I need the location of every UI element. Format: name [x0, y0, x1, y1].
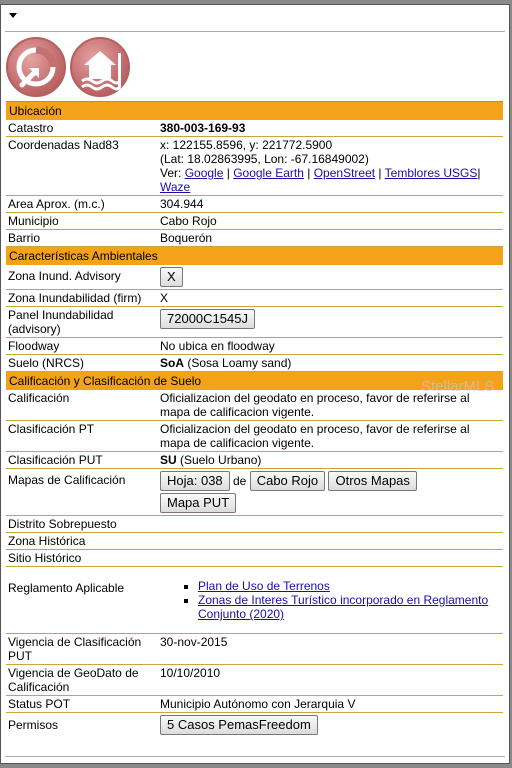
permisos-label: Permisos	[8, 718, 59, 732]
clasificacion-put-label: Clasificación PUT	[6, 452, 158, 469]
cabo-rojo-button[interactable]: Cabo Rojo	[250, 471, 325, 491]
bottom-bar	[5, 756, 505, 761]
vigencia-put-value: 30-nov-2015	[158, 634, 503, 665]
zona-historica-value	[158, 533, 503, 550]
mapas-label: Mapas de Calificación	[6, 469, 158, 516]
coords-label: Coordenadas Nad83	[6, 137, 158, 196]
watermark: StellarMLS	[421, 378, 495, 395]
share-location-icon[interactable]	[6, 37, 66, 97]
clasificacion-pt-label: Clasificación PT	[6, 421, 158, 452]
link-google-earth[interactable]: Google Earth	[233, 166, 304, 180]
list-item	[198, 593, 501, 621]
calificacion-value: Oficializacion del geodato en proceso, favor de referirse al mapa de calificacion vigente.	[158, 390, 503, 421]
zona-historica-label: Zona Histórica	[6, 533, 158, 550]
dropdown-caret-icon[interactable]	[9, 13, 17, 18]
info-panel	[0, 4, 510, 764]
permisos-button[interactable]: 5 Casos PemasFreedom	[160, 715, 318, 735]
area-value: 304.944	[158, 196, 503, 213]
put-desc: (Suelo Urbano)	[176, 453, 262, 467]
property-info-table: Ubicación Catastro 380-003-169-93 Coordenadas Nad83 x: 122155.8596, y: 221772.5900 (Lat: 18.02863995, Lon: -67.16849002) Ver: Google | Google Earth | OpenStreet | Temblores USGS| Waze Area Aprox. (m.c.) 304.944 Municipio Cabo Rojo Barrio Boquerón Características Ambientales Zona Inund. Advisory X Zona Inundabilidad (firm) X Panel Inundabilidad (advisory) 72000C1545J Floodway No ubica en floodway Suelo (NRCS) SoA (Sosa Loamy sand) Calificación y Clasificación de Suelo Calificación Oficializacion del geodato en proceso, favor de referirse al mapa de calificacion vigente. Clasificación PT Oficializacion del geodato en proceso, favor de referirse al mapa de calificacion vigente. Clasificación PUT SU (Suelo Urbano) Mapas de Calificación Hoja: 038 de Cabo Rojo Otros Mapas Mapa PUT Distrito Sobrepuesto Zona Histórica Sitio Histórico Reglamento Aplicable ▪ Plan de Uso de Terrenos ▪ Zonas de Interes Turístico incorporado en Reglamento Conjunto (2020) Vigencia de Clasificación PUT 30-nov-2015 Vigencia de GeoDato de Calificación 10/10/2010 Status POT Municipio Autónomo con Jerarquia V Permisos 5 Casos PemasFreedom	[6, 101, 503, 737]
mapa-put-button[interactable]: Mapa PUT	[160, 493, 236, 513]
panel-label: Panel Inundabilidad (advisory)	[6, 307, 158, 338]
suelo-label: Suelo (NRCS)	[6, 355, 158, 372]
list-item	[198, 579, 501, 593]
barrio-value: Boquerón	[158, 230, 503, 247]
sitio-historico-value	[158, 550, 503, 567]
vigencia-put-label: Vigencia de Clasificación PUT	[6, 634, 158, 665]
link-zonas-interes-turistico[interactable]: Zonas de Interes Turístico incorporado en Reglamento Conjunto (2020)	[198, 593, 489, 621]
de-text: de	[233, 474, 247, 488]
distrito-label: Distrito Sobrepuesto	[6, 516, 158, 533]
panel-button[interactable]: 72000C1545J	[160, 309, 255, 329]
coords-xy: x: 122155.8596, y: 221772.5900	[160, 138, 333, 152]
put-code: SU	[160, 453, 177, 467]
distrito-value	[158, 516, 503, 533]
ver-label: Ver:	[160, 166, 182, 180]
suelo-desc: (Sosa Loamy sand)	[184, 356, 292, 370]
status-pot-label: Status POT	[6, 696, 158, 713]
zona-firm-value: X	[158, 290, 503, 307]
zona-advisory-button[interactable]: X	[160, 267, 183, 287]
zona-advisory-label: Zona Inund. Advisory	[6, 265, 158, 290]
reglamento-label: Reglamento Aplicable	[6, 567, 158, 634]
vigencia-geodato-label: Vigencia de GeoDato de Calificación	[6, 665, 158, 696]
vigencia-geodato-value: 10/10/2010	[158, 665, 503, 696]
catastro-value: 380-003-169-93	[160, 121, 246, 135]
sitio-historico-label: Sitio Histórico	[6, 550, 158, 567]
zona-firm-label: Zona Inundabilidad (firm)	[6, 290, 158, 307]
floodway-label: Floodway	[6, 338, 158, 355]
section-calificacion: Calificación y Clasificación de Suelo	[6, 372, 503, 391]
floodway-value: No ubica en floodway	[158, 338, 503, 355]
flood-house-icon[interactable]	[70, 37, 130, 97]
link-openstreet[interactable]: OpenStreet	[313, 166, 376, 180]
link-google[interactable]: Google	[184, 166, 224, 180]
calificacion-label: Calificación	[6, 390, 158, 421]
top-toolbar	[5, 7, 505, 32]
section-ubicacion: Ubicación	[6, 102, 503, 121]
municipio-label: Municipio	[6, 213, 158, 230]
status-pot-value: Municipio Autónomo con Jerarquia V	[158, 696, 503, 713]
section-ambientales: Características Ambientales	[6, 247, 503, 266]
reglamento-list	[160, 579, 501, 621]
coords-latlon: (Lat: 18.02863995, Lon: -67.16849002)	[160, 152, 369, 166]
otros-mapas-button[interactable]: Otros Mapas	[328, 471, 416, 491]
hoja-button[interactable]: Hoja: 038	[160, 471, 230, 491]
municipio-value: Cabo Rojo	[158, 213, 503, 230]
barrio-label: Barrio	[6, 230, 158, 247]
link-plan-uso-terrenos[interactable]: Plan de Uso de Terrenos	[198, 579, 330, 593]
link-temblores-usgs[interactable]: Temblores USGS	[384, 166, 478, 180]
area-label: Area Aprox. (m.c.)	[6, 196, 158, 213]
suelo-code: SoA	[160, 356, 184, 370]
catastro-label: Catastro	[6, 120, 158, 137]
clasificacion-pt-value: Oficializacion del geodato en proceso, favor de referirse al mapa de calificacion vigente.	[158, 421, 503, 452]
link-waze[interactable]: Waze	[160, 180, 191, 194]
